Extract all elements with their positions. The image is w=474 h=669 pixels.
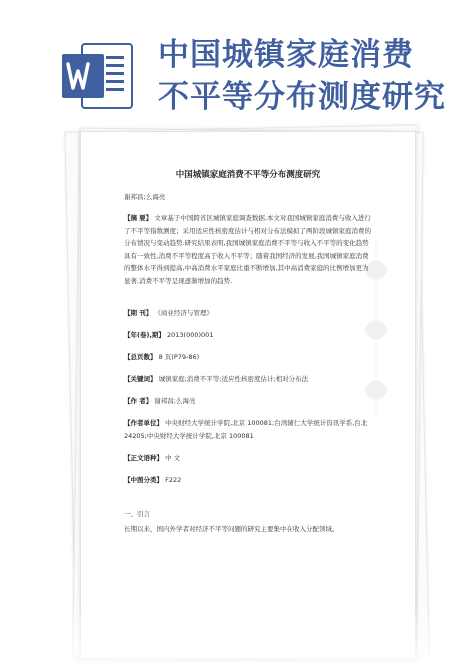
banner-title-line-1: 中国城镇家庭消费 bbox=[158, 37, 414, 73]
pages-value: 8 页(P79-86) bbox=[158, 353, 200, 361]
journal-label: 【期 刊】 bbox=[124, 309, 153, 317]
classification-field bbox=[124, 474, 372, 487]
author-field bbox=[124, 395, 372, 408]
bottom-fade bbox=[0, 600, 474, 669]
classification-value: F222 bbox=[165, 476, 182, 484]
banner bbox=[0, 0, 474, 130]
author-value: 谢邦昌;么海亮 bbox=[154, 397, 196, 405]
abstract-field bbox=[124, 212, 372, 287]
keywords-label: 【关键词】 bbox=[124, 375, 157, 383]
affiliation-field bbox=[124, 417, 372, 442]
year-value: 2013(000)001 bbox=[167, 331, 214, 339]
language-field bbox=[124, 452, 372, 465]
section-heading: 一、引言 bbox=[124, 510, 150, 518]
watermark-graphic bbox=[356, 240, 396, 420]
keywords-value: 城镇家庭;消费不平等;适应性核密度估计;相对分布法 bbox=[158, 375, 309, 383]
document-title: 中国城镇家庭消费不平等分布测度研究 bbox=[175, 170, 321, 180]
classification-label: 【中图分类】 bbox=[124, 476, 163, 484]
intro-paragraph: 长期以来，国内外学者对经济不平等问题的研究主要集中在收入分配领域。 bbox=[124, 525, 339, 533]
keywords-field bbox=[124, 373, 372, 386]
banner-title bbox=[158, 34, 468, 118]
abstract-label: 【摘 要】 bbox=[124, 214, 153, 222]
pages-label: 【总页数】 bbox=[124, 353, 157, 361]
journal-field bbox=[124, 307, 372, 320]
affiliation-label: 【作者单位】 bbox=[124, 419, 163, 427]
pages-field bbox=[124, 351, 372, 364]
author-label: 【作 者】 bbox=[124, 397, 153, 405]
banner-title-line-2: 不平等分布测度研究 bbox=[158, 79, 446, 115]
journal-value: 《商业经济与管理》 bbox=[154, 309, 213, 317]
document-authors: 谢邦昌;么海亮 bbox=[124, 193, 166, 201]
language-value: 中 文 bbox=[165, 454, 181, 462]
year-field bbox=[124, 329, 372, 342]
year-label: 【年(卷),期】 bbox=[124, 331, 165, 339]
abstract-text: 文章基于中国跨省区城镇家庭调查数据,本文对我国城镇家庭消费与收入进行了不平等指数测度；采用适应性核密度估计与相对分布法模拟了两阶段城镇家庭消费的分布情况与变动趋势.研究结果表明,我国城镇家庭消费不平等与收入不平等的变化趋势具有一致性,消费不平等程度高于收入不平等；随着我国经济的发展,我国城镇家庭消费的整体水平得到提高,中高消费水平家庭比重不断增加,其中高消费家庭的比例增加更为显著,消费不平等呈现逐渐增加的趋势. bbox=[124, 214, 371, 285]
affiliation-value: 中央财经大学统计学院,北京 100081;台湾辅仁大学统计资讯学系,台北 24205;中央财经大学统计学院,北京 100081 bbox=[124, 419, 368, 440]
language-label: 【正文语种】 bbox=[124, 454, 163, 462]
word-document-icon bbox=[60, 40, 136, 112]
document-page bbox=[80, 131, 416, 659]
